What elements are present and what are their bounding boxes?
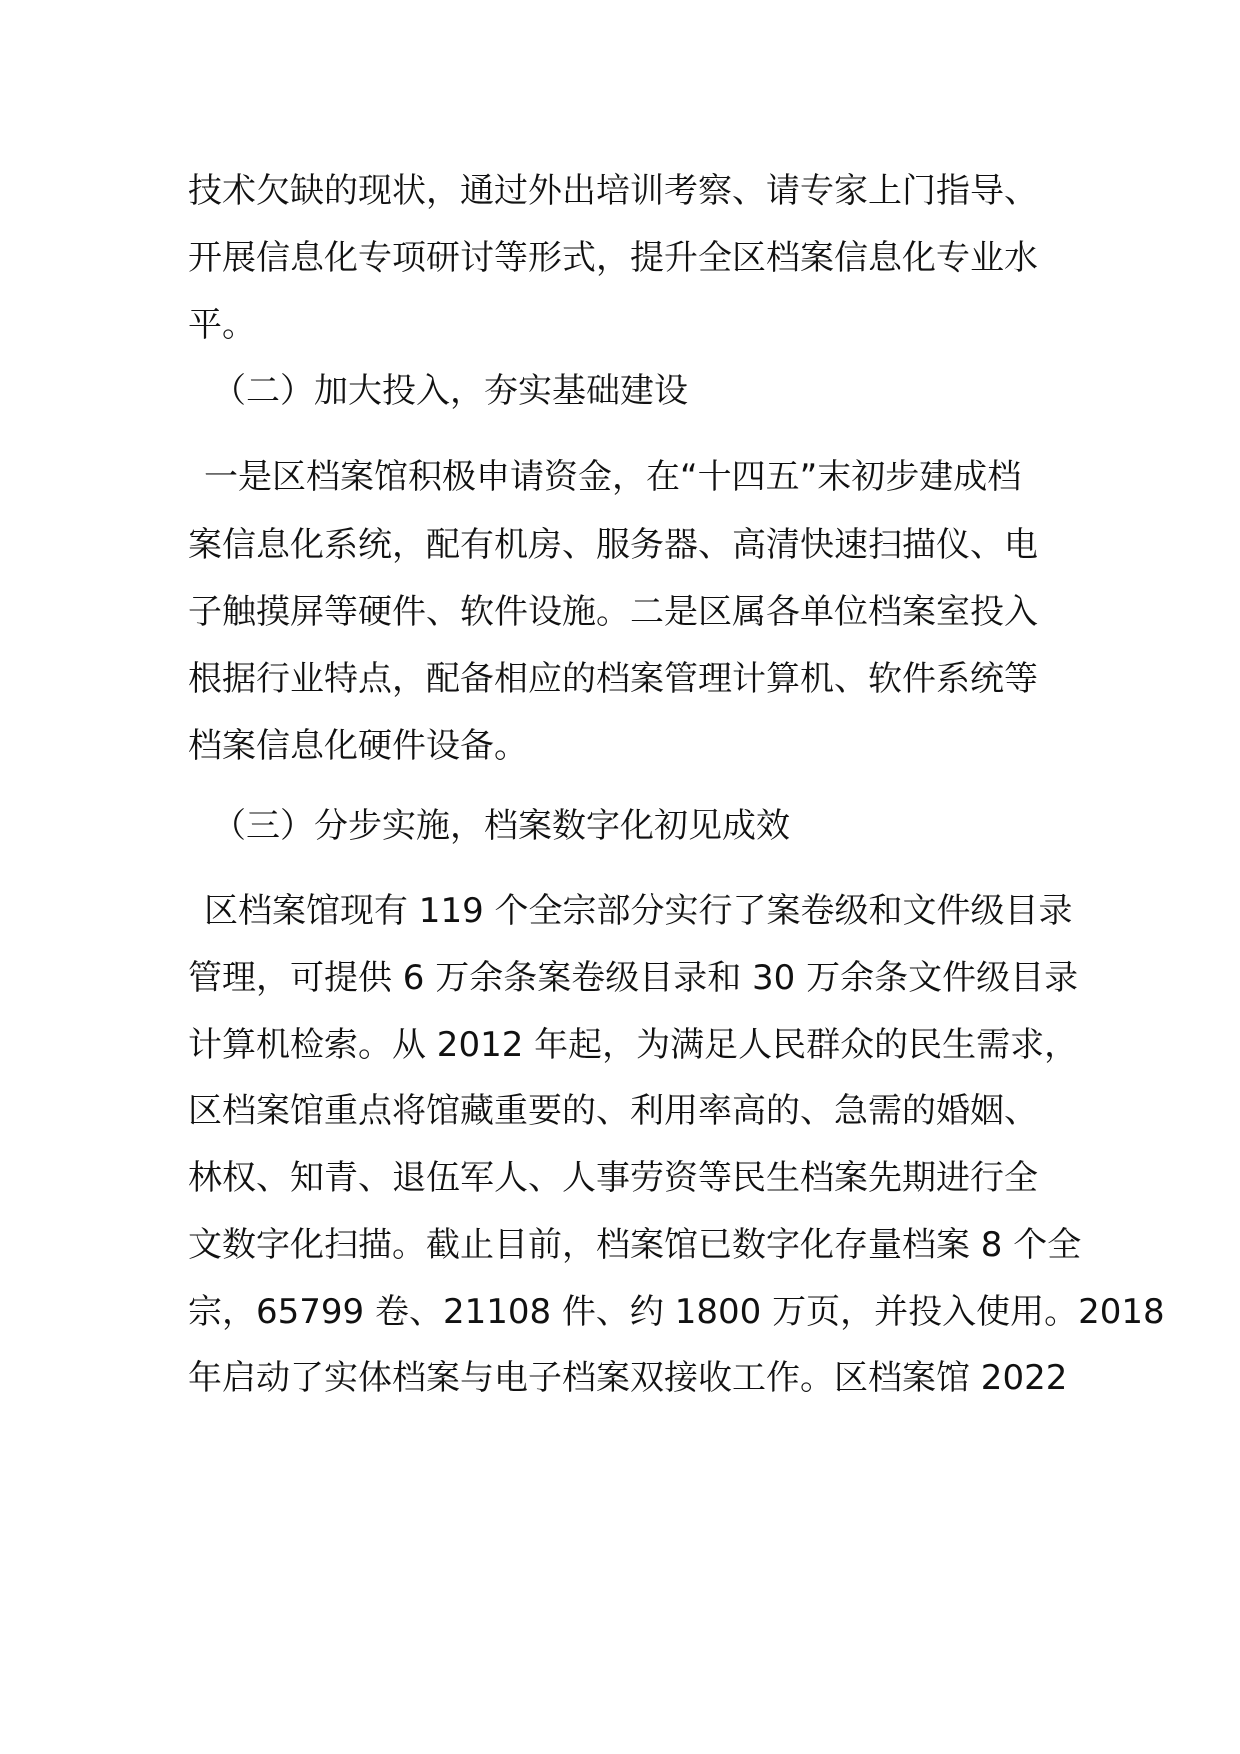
paragraph-line: 开展信息化专项研讨等形式，提升全区档案信息化专业水 (188, 238, 1038, 278)
paragraph-line: 管理，可提供 6 万余条案卷级目录和 30 万余条文件级目录 (188, 958, 1079, 998)
paragraph-line: 计算机检索。从 2012 年起，为满足人民群众的民生需求， (188, 1025, 1079, 1065)
paragraph-line: 案信息化系统，配有机房、服务器、高清快速扫描仪、电 (188, 525, 1038, 565)
paragraph-line: 文数字化扫描。截止目前，档案馆已数字化存量档案 8 个全 (188, 1225, 1082, 1265)
paragraph-line: 根据行业特点，配备相应的档案管理计算机、软件系统等 (188, 659, 1038, 699)
paragraph-line: 宗，65799 卷、21108 件、约 1800 万页，并投入使用。2018 (188, 1292, 1165, 1332)
paragraph-line: 林权、知青、退伍军人、人事劳资等民生档案先期进行全 (188, 1158, 1038, 1198)
paragraph-line: 一是区档案馆积极申请资金，在“十四五”末初步建成档 (204, 457, 1022, 497)
paragraph-line: 档案信息化硬件设备。 (188, 726, 528, 766)
section-heading-text: （二）加大投入，夯实基础建设 (212, 371, 688, 411)
paragraph-line: 区档案馆现有 119 个全宗部分实行了案卷级和文件级目录 (204, 891, 1073, 931)
paragraph-line: 子触摸屏等硬件、软件设施。二是区属各单位档案室投入 (188, 592, 1038, 632)
paragraph-line: 区档案馆重点将馆藏重要的、利用率高的、急需的婚姻、 (188, 1091, 1038, 1131)
paragraph-line: 平。 (188, 305, 256, 345)
paragraph-line: 年启动了实体档案与电子档案双接收工作。区档案馆 2022 (188, 1358, 1068, 1398)
section-heading-text: （三）分步实施，档案数字化初见成效 (212, 806, 790, 846)
paragraph-line: 技术欠缺的现状，通过外出培训考察、请专家上门指导、 (188, 171, 1038, 211)
